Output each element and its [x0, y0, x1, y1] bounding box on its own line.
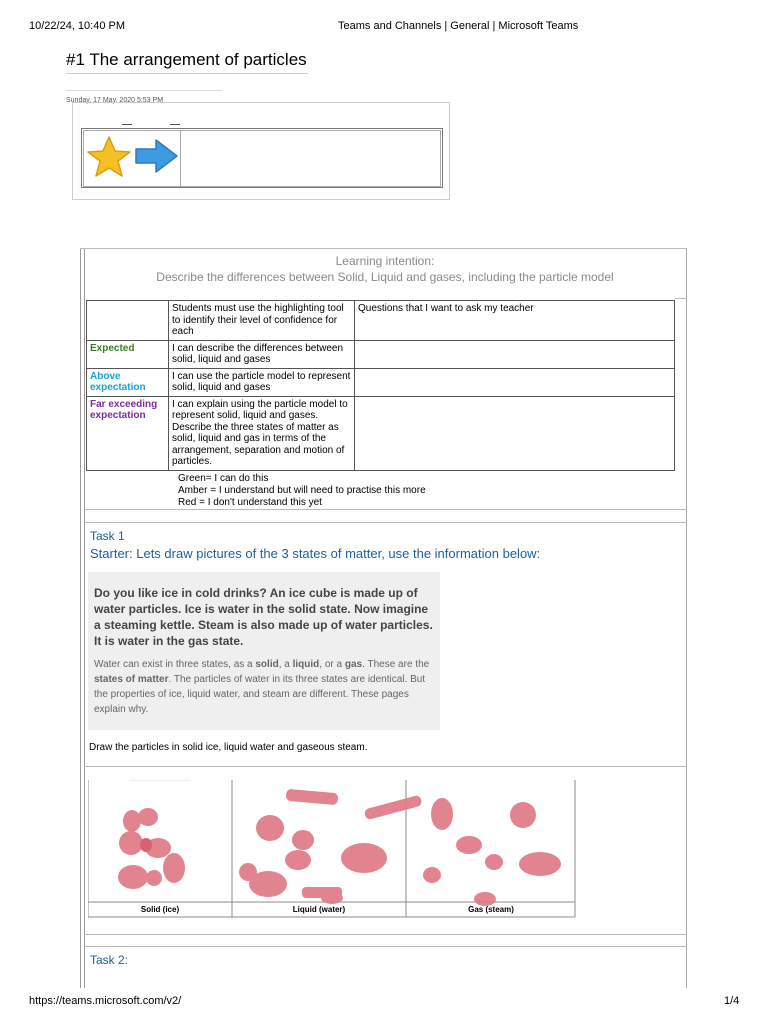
footer-url[interactable]: https://teams.microsoft.com/v2/	[29, 995, 182, 1007]
table-header-cell: Students must use the highlighting tool to identify their level of confidence for each	[169, 301, 355, 341]
particle-diagram[interactable]	[88, 780, 576, 920]
table-header-cell	[87, 301, 169, 341]
icon-table-empty-cell	[178, 130, 441, 187]
frame-left-inner	[84, 248, 85, 988]
page-title: #1 The arrangement of particles	[66, 50, 308, 74]
section-divider	[84, 946, 687, 947]
frame-tick	[675, 298, 687, 299]
section-divider	[84, 522, 687, 523]
question-cell[interactable]	[355, 396, 675, 470]
learning-intention-text: Describe the differences between Solid, Liquid and gases, including the particle model	[156, 270, 614, 284]
criterion-text[interactable]: I can use the particle model to represent solid, liquid and gases	[169, 368, 355, 396]
frame-top	[80, 248, 687, 249]
level-expected: Expected	[87, 340, 169, 368]
table-header-row	[87, 301, 675, 341]
criterion-text[interactable]: I can describe the differences between solid, liquid and gases	[169, 340, 355, 368]
label-liquid: Liquid (water)	[292, 905, 346, 914]
learning-intention-heading: Learning intention:	[335, 254, 435, 268]
key-red: Red = I don't understand this yet	[178, 497, 322, 508]
label-gas: Gas (steam)	[468, 905, 514, 914]
gas-particles	[423, 798, 561, 906]
key-amber: Amber = I understand but will need to practise this more	[178, 485, 426, 496]
timestamp-divider	[66, 90, 222, 91]
table-row	[87, 340, 675, 368]
label-solid: Solid (ice)	[140, 905, 180, 914]
section-divider	[84, 934, 687, 935]
tick-mark	[170, 124, 180, 125]
note-timestamp: Sunday, 17 May, 2020 5:53 PM	[66, 97, 164, 104]
print-page-title: Teams and Channels | General | Microsoft Teams	[338, 20, 579, 32]
info-bold-text: Do you like ice in cold drinks? An ice cube is made up of water particles. Ice is water in the solid state. Now imagine a steaming kettle. Steam is also made up of water particles. It is water in the gas state.	[94, 586, 433, 648]
print-datetime: 10/22/24, 10:40 PM	[29, 20, 126, 32]
criterion-text[interactable]: I can explain using the particle model to represent solid, liquid and gases. Describe the three states of matter as solid, liquid and gas in terms of the arrangement, separation and motion of particles.	[169, 396, 355, 470]
task2-heading: Task 2:	[90, 953, 129, 967]
level-far-exceeding: Far exceeding expectation	[87, 396, 169, 470]
info-body-text: Water can exist in three states, as a solid, a liquid, or a gas. These are the states of matter. The particles of water in its three states are identical. But the properties of ice, liquid water, and steam are different. These pages explain why.	[94, 659, 430, 715]
section-divider	[84, 766, 687, 767]
frame-right	[686, 248, 687, 988]
question-cell[interactable]	[355, 340, 675, 368]
task1-starter: Starter: Lets draw pictures of the 3 states of matter, use the information below:	[90, 546, 541, 561]
footer-page-number: 1/4	[724, 995, 740, 1007]
icon-cell	[83, 130, 181, 187]
task1-heading: Task 1	[90, 529, 125, 543]
table-row	[87, 368, 675, 396]
star-icon	[88, 137, 130, 176]
frame-left-outer	[80, 248, 81, 988]
tick-mark	[122, 124, 132, 125]
confidence-table	[86, 300, 675, 471]
solid-particles	[118, 808, 185, 889]
question-cell[interactable]	[355, 368, 675, 396]
table-row	[87, 396, 675, 470]
draw-instruction: Draw the particles in solid ice, liquid water and gaseous steam.	[89, 742, 368, 753]
section-divider	[84, 509, 687, 510]
arrow-right-icon	[136, 140, 177, 172]
key-green: Green= I can do this	[178, 473, 269, 484]
table-header-cell: Questions that I want to ask my teacher	[355, 301, 675, 341]
icon-graphics	[84, 131, 180, 186]
level-above: Above expectation	[87, 368, 169, 396]
liquid-particles	[239, 789, 423, 904]
particle-drawing[interactable]	[88, 780, 576, 920]
